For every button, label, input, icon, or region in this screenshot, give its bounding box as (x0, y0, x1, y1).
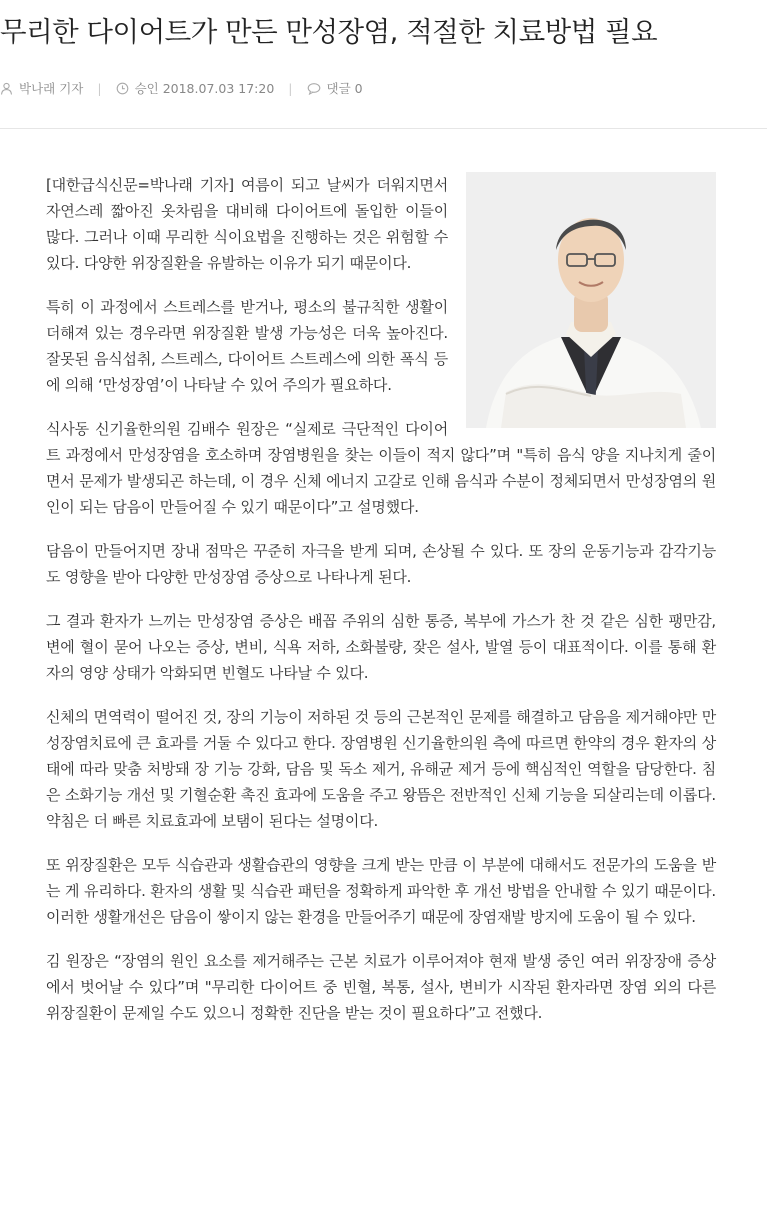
header-divider (0, 128, 767, 129)
paragraph: 김 원장은 “장염의 원인 요소를 제거해주는 근본 치료가 이루어져야 현재 발생 중인 여러 위장장애 증상에서 벗어날 수 있다”며 "무리한 다이어트 중 빈혈, 복통, 설사, 변비가 시작된 환자라면 장염 외의 다른 위장질환이 문제일 수도 있으니 정확한 진단을 받는 것이 필요하다”고 전했다. (46, 952, 716, 1022)
paragraph: 특히 이 과정에서 스트레스를 받거나, 평소의 불규칙한 생활이 더해져 있는 경우라면 위장질환 발생 가능성은 더욱 높아진다. 잘못된 음식섭취, 스트레스, 다이어트 스트레스에 의한 폭식 등에 의해 ‘만성장염’이 나타날 수 있어 주의가 필요하다. (46, 298, 448, 394)
reporter-info[interactable] (0, 79, 83, 97)
paragraph: 식사동 신기율한의원 김배수 원장은 “실제로 극단적인 다이어트 과정에서 만성장염을 호소하며 장염병원을 찾는 이들이 적지 않다”며 "특히 음식 양을 지나치게 줄이면서 문제가 발생되곤 하는데, 이 경우 신체 에너지 고갈로 인해 음식과 수분이 정체되면서 만성장염의 원인이 되는 담음이 만들어질 수 있기 때문이다”고 설명했다. (46, 420, 716, 516)
paragraph: 또 위장질환은 모두 식습관과 생활습관의 영향을 크게 받는 만큼 이 부분에 대해서도 전문가의 도움을 받는 게 유리하다. 환자의 생활 및 식습관 패턴을 정확하게 파악한 후 개선 방법을 안내할 수 있기 때문이다. 이러한 생활개선은 담음이 쌓이지 않는 환경을 만들어주기 때문에 장염재발 방지에 도움이 될 수 있다. (46, 856, 716, 926)
paragraph: 담음이 만들어지면 장내 점막은 꾸준히 자극을 받게 되며, 손상될 수 있다. 또 장의 운동기능과 감각기능도 영향을 받아 다양한 만성장염 증상으로 나타나게 된다. (46, 542, 716, 586)
doctor-photo (466, 172, 716, 428)
paragraph: 신체의 면역력이 떨어진 것, 장의 기능이 저하된 것 등의 근본적인 문제를 해결하고 담음을 제거해야만 만성장염치료에 큰 효과를 거둘 수 있다고 한다. 장염병원 신기율한의원 측에 따르면 한약의 경우 환자의 상태에 따라 맞춤 처방돼 장 기능 강화, 담음 및 독소 제거, 유해균 제거 등에 핵심적인 역할을 담당한다. 침은 소화기능 개선 및 기혈순환 촉진 효과에 도움을 주고 왕뜸은 전반적인 신체 기능을 되살리는데 이롭다. 약침은 더 빠른 치료효과에 보탬이 된다는 설명이다. (46, 708, 716, 830)
article-meta (0, 78, 363, 98)
article-body (46, 172, 716, 1044)
clock-icon (116, 82, 129, 95)
approved-info (116, 79, 275, 97)
approved-date: 승인 2018.07.03 17:20 (134, 81, 275, 96)
comment-icon (307, 82, 321, 95)
meta-divider: | (97, 80, 102, 96)
comments-link[interactable] (307, 79, 363, 97)
paragraph: 그 결과 환자가 느끼는 만성장염 증상은 배꼽 주위의 심한 통증, 복부에 가스가 찬 것 같은 심한 팽만감, 변에 혈이 묻어 나오는 증상, 변비, 식욕 저하, 소화불량, 잦은 설사, 발열 등이 대표적이다. 이를 통해 환자의 영양 상태가 악화되면 빈혈도 나타날 수 있다. (46, 612, 716, 682)
meta-divider: | (288, 80, 293, 96)
user-icon (0, 82, 13, 95)
reporter-name: 박나래 기자 (19, 81, 84, 96)
comment-count: 댓글 0 (326, 81, 363, 96)
article-title: 무리한 다이어트가 만든 만성장염, 적절한 치료방법 필요 (0, 16, 658, 48)
paragraph: [대한급식신문=박나래 기자] 여름이 되고 날씨가 더워지면서 자연스레 짧아진 옷차림을 대비해 다이어트에 돌입한 이들이 많다. 그러나 이때 무리한 식이요법을 진행하는 것은 위험할 수 있다. 다양한 위장질환을 유발하는 이유가 되기 때문이다. (46, 176, 448, 272)
